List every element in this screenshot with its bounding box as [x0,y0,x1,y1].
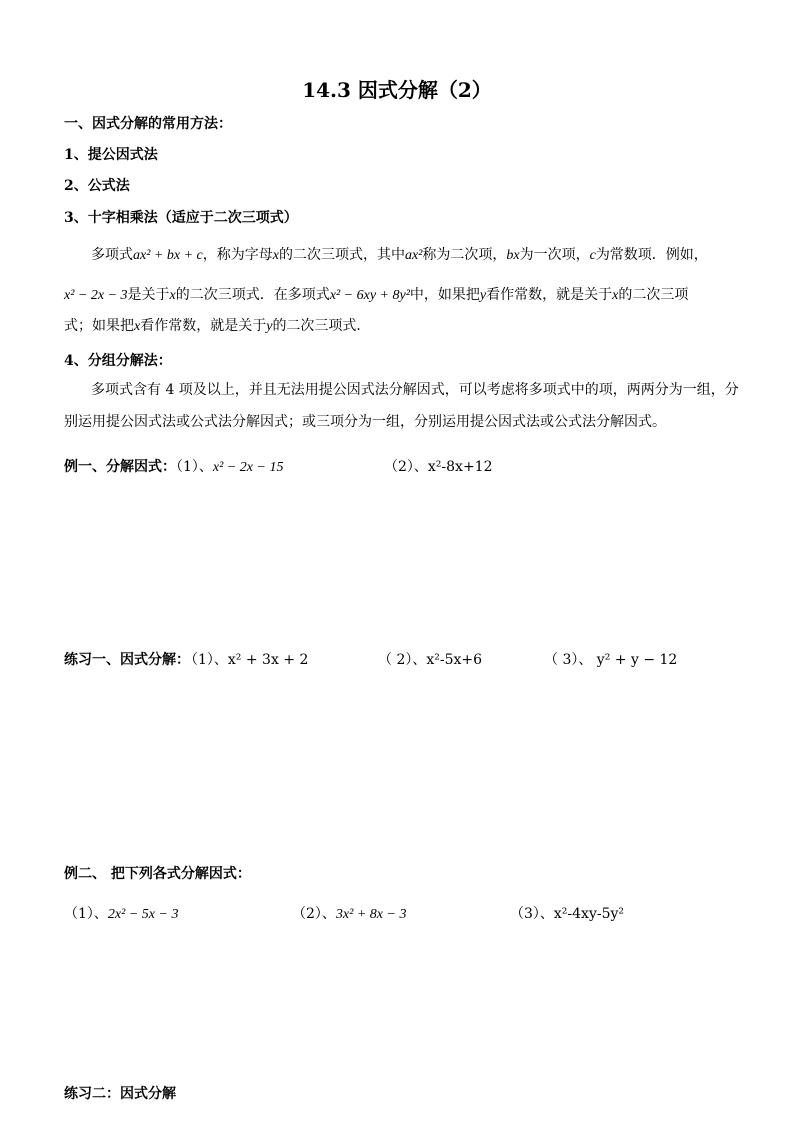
method-4-heading: 4、分组分解法： [64,353,172,369]
section-heading-methods: 一、因式分解的常用方法： [64,116,232,132]
example-1-label: 例一、分解因式： [64,459,176,475]
method-4-para-line-1: 多项式含有 4 项及以上，并且无法用提公因式法分解因式，可以考虑将多项式中的项，两两分为一组，分 [91,382,739,398]
method-4-para-line-2: 别运用提公因式法或公式法分解因式；或三项分为一组，分别运用提公因式法或公式法分解因式。 [64,414,666,430]
page-title: 14.3 因式分解（2） [302,78,492,102]
method-3-para-line-2: x² − 2x − 3是关于x的二次三项式．在多项式x² − 6xy + 8y²中，如果把y看作常数，就是关于x的二次三项 [64,287,689,303]
practice-1-problem-2: （ 2）、x²-5x+6 [378,652,483,668]
practice-2-label: 练习二：因式分解 [64,1086,176,1102]
method-3-para-line-3: 式；如果把x看作常数，就是关于y的二次三项式． [64,318,371,334]
practice-1-label: 练习一、因式分解： [64,652,190,668]
example-2-label: 例二、 把下列各式分解因式： [64,866,251,882]
method-1-heading: 1、提公因式法 [64,147,158,163]
example-2-problem-2: （2）、3x² + 8x − 3 [292,906,407,922]
method-3-para-line-1: 多项式ax² + bx + c，称为字母x的二次三项式，其中ax²称为二次项，bx为一次项，c为常数项．例如， [91,247,708,263]
method-3-heading: 3、十字相乘法（适应于二次三项式） [64,210,298,226]
practice-1-problem-3: （ 3）、 y² + y − 12 [544,652,678,668]
example-2-problem-3: （3）、x²-4xy-5y² [510,906,625,922]
example-1-problem-2: （2）、x²-8x+12 [384,459,493,475]
example-2-problem-1: （1）、2x² − 5x − 3 [64,906,179,922]
example-1-row: 例一、分解因式：（1）、x² − 2x − 15 [64,459,284,475]
method-2-heading: 2、公式法 [64,178,130,194]
expr-ax2-bx-c: ax² + bx + c [133,248,203,263]
practice-1-problem-1: （1）、x² + 3x + 2 [184,652,309,668]
example-1-problem-1: x² − 2x − 15 [212,460,284,475]
